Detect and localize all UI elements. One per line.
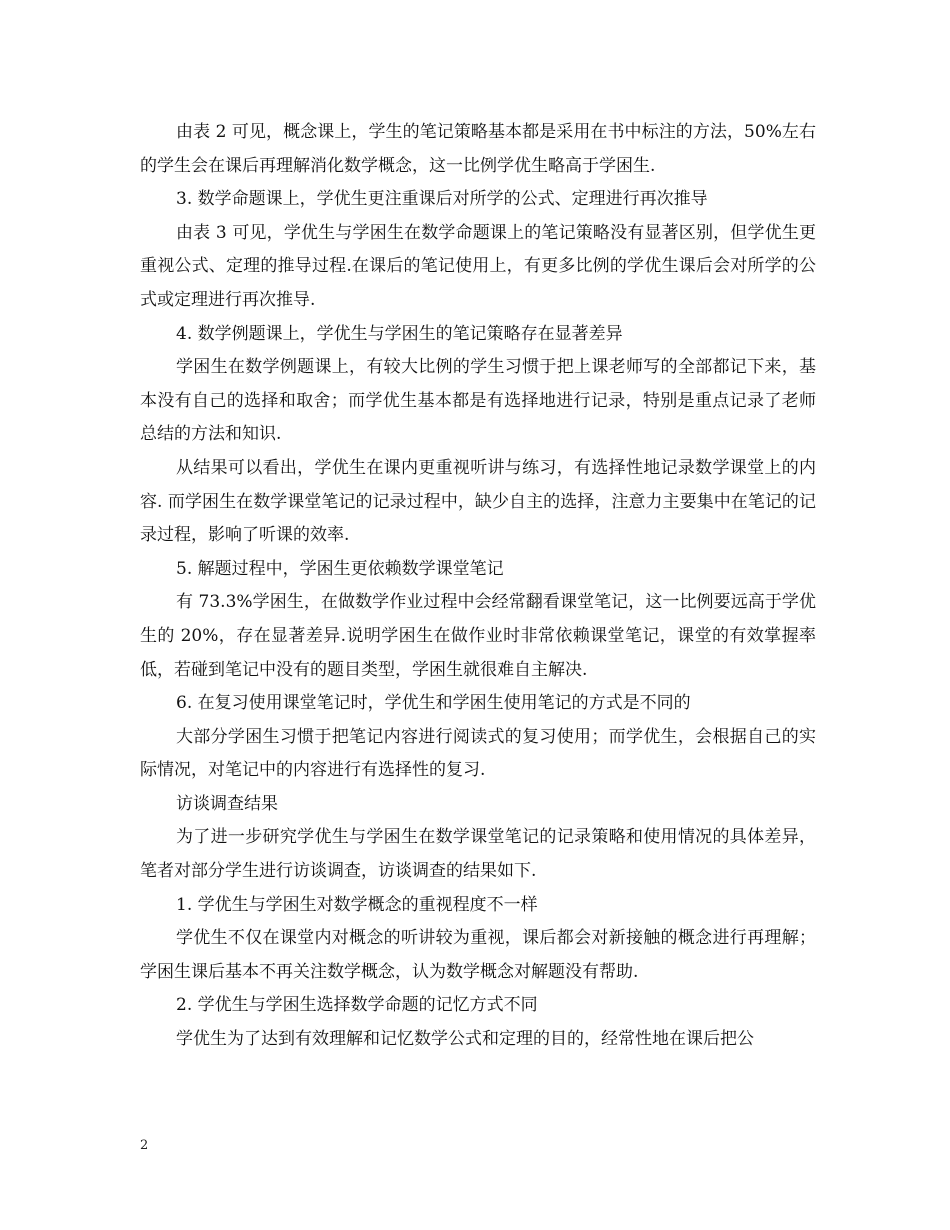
heading-point-6: 6. 在复习使用课堂笔记时，学优生和学困生使用笔记的方式是不同的 [176,693,691,714]
body-text [140,116,816,1057]
page-number: 2 [140,1138,149,1153]
paragraph-memory-method: 学优生为了达到有效理解和记忆数学公式和定理的目的，经常性地在课后把公 [176,1029,754,1050]
paragraph-result-summary: 从结果可以看出，学优生在课内更重视听讲与练习，有选择性地记录数学课堂上的内容. 而学困生在数学课堂笔记的记录过程中，缺少自主的选择，注意力主要集中在笔记的记录过程，影响了听课的效率. [140,457,816,546]
heading-point-3: 3. 数学命题课上，学优生更注重课后对所学的公式、定理进行再次推导 [176,189,708,210]
paragraph-interview-intro: 为了进一步研究学优生与学困生在数学课堂笔记的记录策略和使用情况的具体差异，笔者对部分学生进行访谈调查，访谈调查的结果如下. [140,827,816,882]
heading-point-4: 4. 数学例题课上，学优生与学困生的笔记策略存在显著差异 [176,323,623,344]
section-heading-interview: 访谈调查结果 [176,793,278,814]
paragraph-table2-finding: 由表 2 可见，概念课上，学生的笔记策略基本都是采用在书中标注的方法，50%左右的学生会在课后再理解消化数学概念，这一比例学优生略高于学困生. [140,122,816,176]
paragraph-example-class: 学困生在数学例题课上，有较大比例的学生习惯于把上课老师写的全部都记下来，基本没有自己的选择和取舍；而学优生基本都是有选择地进行记录，特别是重点记录了老师总结的方法和知识. [140,357,816,445]
heading-point-5: 5. 解题过程中，学困生更依赖数学课堂笔记 [176,558,504,579]
paragraph-concept-attention: 学优生不仅在课堂内对概念的听讲较为重视，课后都会对新接触的概念进行再理解；学困生课后基本不再关注数学概念，认为数学概念对解题没有帮助. [140,928,816,982]
paragraph-review-method: 大部分学困生习惯于把笔记内容进行阅读式的复习使用；而学优生，会根据自己的实际情况，对笔记中的内容进行有选择性的复习. [140,726,816,781]
heading-interview-point-2: 2. 学优生与学困生选择数学命题的记忆方式不同 [176,995,538,1016]
heading-interview-point-1: 1. 学优生与学困生对数学概念的重视程度不一样 [176,894,538,915]
paragraph-table3-finding: 由表 3 可见，学优生与学困生在数学命题课上的笔记策略没有显著区别，但学优生更重视公式、定理的推导过程.在课后的笔记使用上，有更多比例的学优生课后会对所学的公式或定理进行再次推导. [140,222,816,310]
paragraph-homework-reliance: 有 73.3%学困生，在做数学作业过程中会经常翻看课堂笔记，这一比例要远高于学优生的 20%，存在显著差异.说明学困生在做作业时非常依赖课堂笔记，课堂的有效掌握率低，若碰到笔记中没有的题目类型，学困生就很难自主解决. [140,592,816,680]
